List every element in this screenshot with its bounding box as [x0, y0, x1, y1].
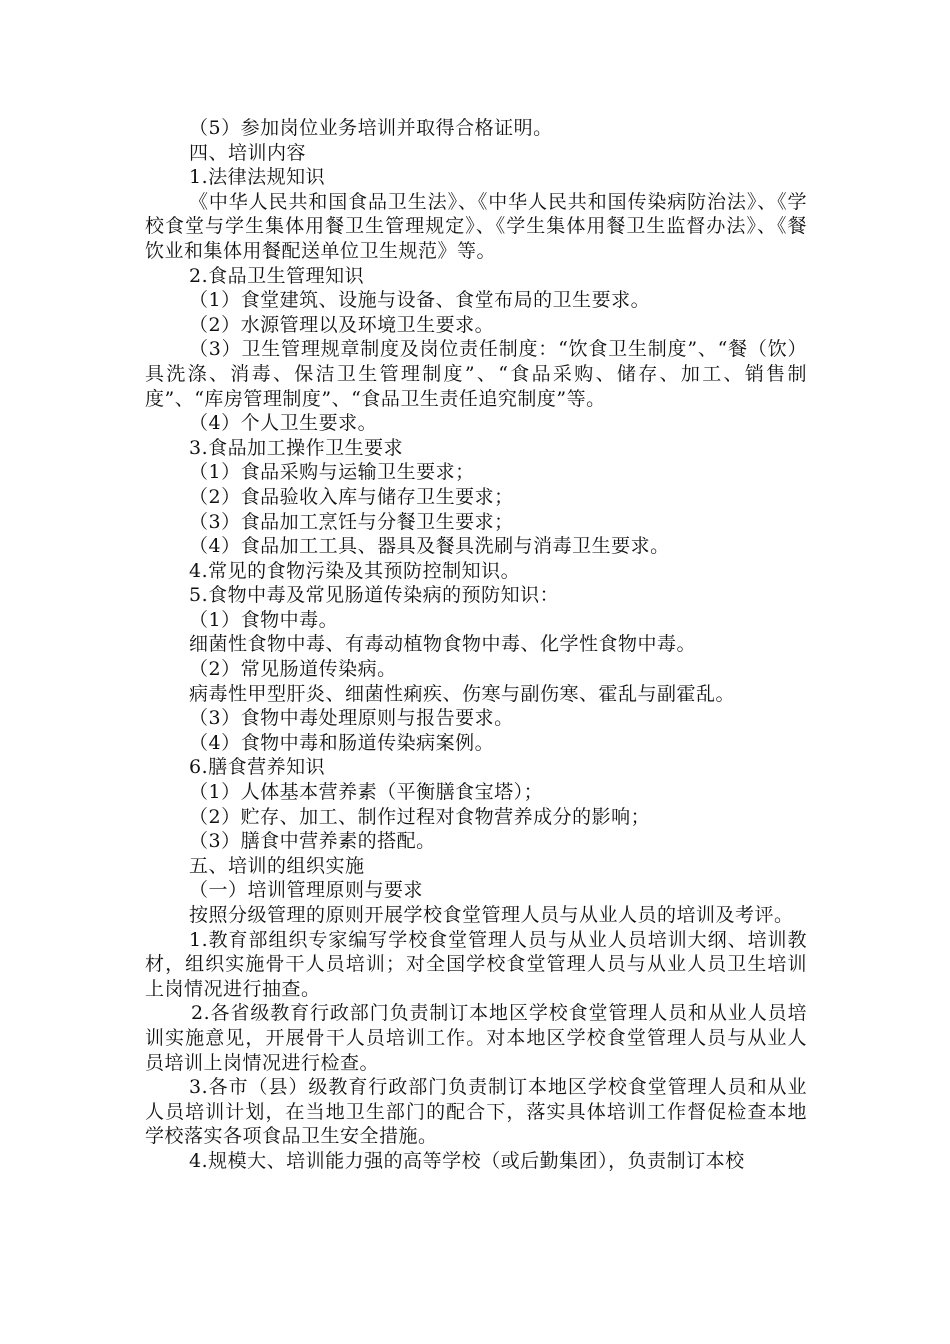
subsection-heading: 5.食物中毒及常见肠道传染病的预防知识： — [189, 584, 560, 607]
subsection-heading: 6.膳食营养知识 — [189, 756, 326, 779]
subsection-heading: 4.常见的食物污染及其预防控制知识。 — [189, 559, 521, 582]
list-item: （3）食物中毒处理原则与报告要求。 — [189, 707, 514, 730]
paragraph: 按照分级管理的原则开展学校食堂管理人员与从业人员的培训及考评。 — [189, 904, 794, 926]
list-item: （3）膳食中营养素的搭配。 — [189, 830, 436, 853]
text-line: 病毒性甲型肝炎、细菌性痢疾、伤寒与副伤寒、霍乱与副霍乱。 — [189, 682, 736, 705]
section-heading: 四、培训内容 — [189, 141, 307, 164]
list-item: （4）个人卫生要求。 — [189, 412, 378, 435]
list-item: （1）食品采购与运输卫生要求； — [189, 461, 475, 484]
text-line: （5）参加岗位业务培训并取得合格证明。 — [189, 117, 553, 139]
list-item: （2）水源管理以及环境卫生要求。 — [189, 313, 495, 336]
list-item: （1）食物中毒。 — [189, 608, 339, 631]
list-item: （1）食堂建筑、设施与设备、食堂布局的卫生要求。 — [189, 289, 651, 312]
paragraph: （3）卫生管理规章制度及岗位责任制度：“饮食卫生制度”、“餐（饮）具洗涤、消毒、保洁卫生管理制度”、“食品采购、储存、加工、销售制度”、“库房管理制度”、“食品卫生责任追究制度”等。 — [145, 338, 807, 410]
paragraph: 3.各市（县）级教育行政部门负责制订本地区学校食堂管理人员和从业人员培训计划，在当地卫生部门的配合下，落实具体培训工作督促检查本地学校落实各项食品卫生安全措施。 — [145, 1076, 807, 1148]
subsection-heading: （一）培训管理原则与要求 — [189, 879, 424, 902]
text-line: 4.规模大、培训能力强的高等学校（或后勤集团），负责制订本校 — [189, 1149, 745, 1172]
list-item: （2）常见肠道传染病。 — [189, 658, 397, 681]
list-item: （4）食物中毒和肠道传染病案例。 — [189, 731, 495, 754]
subsection-heading: 1.法律法规知识 — [189, 166, 326, 189]
list-item: （2）贮存、加工、制作过程对食物营养成分的影响； — [189, 805, 651, 828]
section-heading: 五、培训的组织实施 — [189, 854, 365, 877]
list-item: （3）食品加工烹饪与分餐卫生要求； — [189, 510, 514, 533]
paragraph: 《中华人民共和国食品卫生法》、《中华人民共和国传染病防治法》、《学校食堂与学生集体用餐卫生管理规定》、《学生集体用餐卫生监督办法》、《餐饮业和集体用餐配送单位卫生规范》等。 — [145, 190, 807, 262]
subsection-heading: 2.食品卫生管理知识 — [189, 264, 365, 287]
list-item: （4）食品加工工具、器具及餐具洗刷与消毒卫生要求。 — [189, 535, 670, 558]
list-item: （2）食品验收入库与储存卫生要求； — [189, 485, 514, 508]
paragraph: 1.教育部组织专家编写学校食堂管理人员与从业人员培训大纲、培训教材，组织实施骨干人员培训；对全国学校食堂管理人员与从业人员卫生培训上岗情况进行抽查。 — [145, 928, 807, 1000]
document-body — [145, 116, 807, 1174]
paragraph: 2.各省级教育行政部门负责制订本地区学校食堂管理人员和从业人员培训实施意见，开展骨干人员培训工作。对本地区学校食堂管理人员与从业人员培训上岗情况进行检查。 — [145, 1002, 807, 1074]
text-line: 细菌性食物中毒、有毒动植物食物中毒、化学性食物中毒。 — [189, 633, 697, 656]
subsection-heading: 3.食品加工操作卫生要求 — [189, 436, 404, 459]
list-item: （1）人体基本营养素（平衡膳食宝塔）； — [189, 781, 544, 804]
